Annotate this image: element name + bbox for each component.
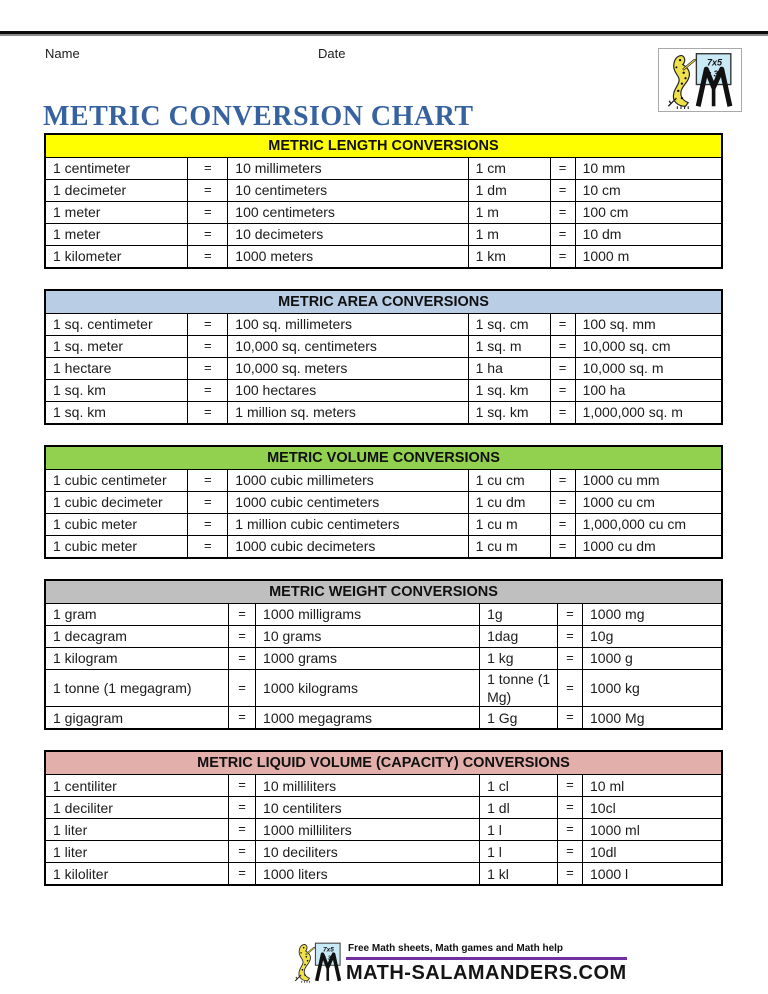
abbr-quantity-cell: 1 cl [480,775,558,797]
abbr-value-cell: 10 mm [575,158,722,180]
equals-sign: = [550,492,575,514]
abbr-value-cell: 1000 m [575,246,722,269]
table-row [45,202,722,224]
abbr-quantity-cell: 1 sq. m [468,336,550,358]
table-title: METRIC LIQUID VOLUME (CAPACITY) CONVERSIONS [45,751,722,775]
conversion-table [44,133,723,269]
equals-sign: = [228,797,255,819]
table-title: METRIC AREA CONVERSIONS [45,290,722,314]
value-cell: 1 million sq. meters [228,402,468,425]
quantity-cell: 1 tonne (1 megagram) [45,670,228,707]
abbr-quantity-cell: 1 l [480,841,558,863]
footer-tagline: Free Math sheets, Math games and Math help [348,943,564,954]
quantity-cell: 1 cubic meter [45,536,188,559]
table-row [45,670,722,707]
footer-underline [346,957,627,960]
equals-sign: = [188,358,228,380]
equals-sign: = [228,863,255,886]
abbr-value-cell: 1000 Mg [583,707,723,730]
abbr-quantity-cell: 1 sq. km [468,402,550,425]
equals-sign: = [188,470,228,492]
table-title: METRIC VOLUME CONVERSIONS [45,446,722,470]
quantity-cell: 1 cubic meter [45,514,188,536]
equals-sign: = [228,707,255,730]
value-cell: 10 milliliters [256,775,480,797]
equals-sign: = [228,670,255,707]
equals-sign: = [188,158,228,180]
abbr-quantity-cell: 1 cu m [468,536,550,559]
abbr-value-cell: 1000 kg [583,670,723,707]
table-row [45,536,722,559]
equals-sign: = [228,648,255,670]
equals-sign: = [557,775,582,797]
equals-sign: = [550,202,575,224]
equals-sign: = [228,775,255,797]
abbr-value-cell: 1,000,000 sq. m [575,402,722,425]
equals-sign: = [550,358,575,380]
equals-sign: = [188,380,228,402]
abbr-value-cell: 10 cm [575,180,722,202]
table-row [45,380,722,402]
table-title: METRIC WEIGHT CONVERSIONS [45,580,722,604]
value-cell: 1000 grams [256,648,480,670]
table-row [45,470,722,492]
table-row [45,604,722,626]
abbr-value-cell: 1000 g [583,648,723,670]
table-row [45,819,722,841]
equals-sign: = [550,224,575,246]
value-cell: 10 deciliters [256,841,480,863]
table-row [45,224,722,246]
value-cell: 10 centiliters [256,797,480,819]
value-cell: 1000 cubic millimeters [228,470,468,492]
abbr-value-cell: 10,000 sq. m [575,358,722,380]
equals-sign: = [557,604,582,626]
abbr-value-cell: 1000 cu dm [575,536,722,559]
table-row [45,797,722,819]
abbr-quantity-cell: 1dag [480,626,558,648]
name-label: Name [45,46,80,61]
quantity-cell: 1 meter [45,202,188,224]
conversion-table [44,579,723,730]
abbr-quantity-cell: 1 tonne (1 Mg) [480,670,558,707]
abbr-quantity-cell: 1 dm [468,180,550,202]
math-salamanders-logo-box [658,48,742,112]
value-cell: 100 sq. millimeters [228,314,468,336]
value-cell: 1000 liters [256,863,480,886]
value-cell: 100 centimeters [228,202,468,224]
equals-sign: = [188,224,228,246]
equals-sign: = [557,670,582,707]
table-row [45,775,722,797]
equals-sign: = [188,246,228,269]
equals-sign: = [550,336,575,358]
table-row [45,648,722,670]
value-cell: 1000 kilograms [256,670,480,707]
table-title: METRIC LENGTH CONVERSIONS [45,134,722,158]
abbr-quantity-cell: 1 ha [468,358,550,380]
abbr-quantity-cell: 1 km [468,246,550,269]
quantity-cell: 1 sq. meter [45,336,188,358]
quantity-cell: 1 gigagram [45,707,228,730]
abbr-value-cell: 10 ml [583,775,723,797]
quantity-cell: 1 sq. km [45,380,188,402]
quantity-cell: 1 cubic decimeter [45,492,188,514]
equals-sign: = [557,797,582,819]
abbr-value-cell: 10 dm [575,224,722,246]
abbr-value-cell: 1000 cu mm [575,470,722,492]
abbr-value-cell: 1000 mg [583,604,723,626]
equals-sign: = [550,158,575,180]
quantity-cell: 1 centimeter [45,158,188,180]
date-label: Date [318,46,346,61]
quantity-cell: 1 deciliter [45,797,228,819]
abbr-quantity-cell: 1 m [468,224,550,246]
table-row [45,246,722,269]
conversion-table [44,445,723,559]
abbr-value-cell: 100 ha [575,380,722,402]
table-row [45,841,722,863]
quantity-cell: 1 liter [45,819,228,841]
quantity-cell: 1 kiloliter [45,863,228,886]
equals-sign: = [550,470,575,492]
abbr-value-cell: 100 cm [575,202,722,224]
abbr-value-cell: 1000 cu cm [575,492,722,514]
value-cell: 1 million cubic centimeters [228,514,468,536]
conversion-table [44,750,723,886]
equals-sign: = [228,819,255,841]
quantity-cell: 1 kilogram [45,648,228,670]
equals-sign: = [188,180,228,202]
abbr-quantity-cell: 1 kg [480,648,558,670]
abbr-quantity-cell: 1 cu m [468,514,550,536]
quantity-cell: 1 liter [45,841,228,863]
value-cell: 10,000 sq. meters [228,358,468,380]
equals-sign: = [557,648,582,670]
equals-sign: = [557,707,582,730]
quantity-cell: 1 sq. km [45,402,188,425]
value-cell: 10 grams [256,626,480,648]
equals-sign: = [557,819,582,841]
abbr-quantity-cell: 1 cm [468,158,550,180]
conversion-table [44,289,723,425]
equals-sign: = [188,314,228,336]
footer-site-name: MATH-SALAMANDERS.COM [346,962,627,984]
value-cell: 1000 cubic centimeters [228,492,468,514]
abbr-value-cell: 10,000 sq. cm [575,336,722,358]
table-row [45,863,722,886]
value-cell: 1000 megagrams [256,707,480,730]
value-cell: 100 hectares [228,380,468,402]
footer [292,941,627,985]
value-cell: 1000 milliliters [256,819,480,841]
abbr-quantity-cell: 1g [480,604,558,626]
abbr-quantity-cell: 1 sq. cm [468,314,550,336]
equals-sign: = [228,604,255,626]
quantity-cell: 1 gram [45,604,228,626]
table-row [45,626,722,648]
value-cell: 1000 meters [228,246,468,269]
table-row [45,314,722,336]
equals-sign: = [188,402,228,425]
table-row [45,492,722,514]
equals-sign: = [188,536,228,559]
abbr-value-cell: 10g [583,626,723,648]
value-cell: 10,000 sq. centimeters [228,336,468,358]
abbr-quantity-cell: 1 sq. km [468,380,550,402]
abbr-quantity-cell: 1 m [468,202,550,224]
equals-sign: = [550,246,575,269]
table-row [45,707,722,730]
abbr-value-cell: 1000 l [583,863,723,886]
abbr-value-cell: 1,000,000 cu cm [575,514,722,536]
page-title: METRIC CONVERSION CHART [43,100,474,132]
equals-sign: = [550,536,575,559]
abbr-value-cell: 1000 ml [583,819,723,841]
abbr-quantity-cell: 1 l [480,819,558,841]
abbr-quantity-cell: 1 cu cm [468,470,550,492]
abbr-quantity-cell: 1 dl [480,797,558,819]
table-row [45,358,722,380]
quantity-cell: 1 meter [45,224,188,246]
equals-sign: = [550,314,575,336]
equals-sign: = [228,841,255,863]
abbr-quantity-cell: 1 cu dm [468,492,550,514]
abbr-value-cell: 10dl [583,841,723,863]
equals-sign: = [550,380,575,402]
value-cell: 1000 milligrams [256,604,480,626]
equals-sign: = [550,402,575,425]
equals-sign: = [188,514,228,536]
equals-sign: = [557,841,582,863]
value-cell: 10 centimeters [228,180,468,202]
abbr-value-cell: 10cl [583,797,723,819]
quantity-cell: 1 centiliter [45,775,228,797]
quantity-cell: 1 hectare [45,358,188,380]
table-row [45,514,722,536]
top-rule [0,31,768,36]
footer-text [346,941,627,985]
value-cell: 1000 cubic decimeters [228,536,468,559]
abbr-quantity-cell: 1 kl [480,863,558,886]
equals-sign: = [550,514,575,536]
quantity-cell: 1 cubic centimeter [45,470,188,492]
table-row [45,402,722,425]
tables-area [44,133,723,906]
equals-sign: = [228,626,255,648]
value-cell: 10 decimeters [228,224,468,246]
quantity-cell: 1 decimeter [45,180,188,202]
table-row [45,336,722,358]
equals-sign: = [188,202,228,224]
equals-sign: = [188,492,228,514]
equals-sign: = [557,863,582,886]
equals-sign: = [188,336,228,358]
quantity-cell: 1 sq. centimeter [45,314,188,336]
table-row [45,158,722,180]
value-cell: 10 millimeters [228,158,468,180]
equals-sign: = [557,626,582,648]
equals-sign: = [550,180,575,202]
quantity-cell: 1 kilometer [45,246,188,269]
abbr-quantity-cell: 1 Gg [480,707,558,730]
quantity-cell: 1 decagram [45,626,228,648]
salamander-easel-icon [292,941,344,983]
table-row [45,180,722,202]
salamander-easel-icon [662,51,738,109]
abbr-value-cell: 100 sq. mm [575,314,722,336]
